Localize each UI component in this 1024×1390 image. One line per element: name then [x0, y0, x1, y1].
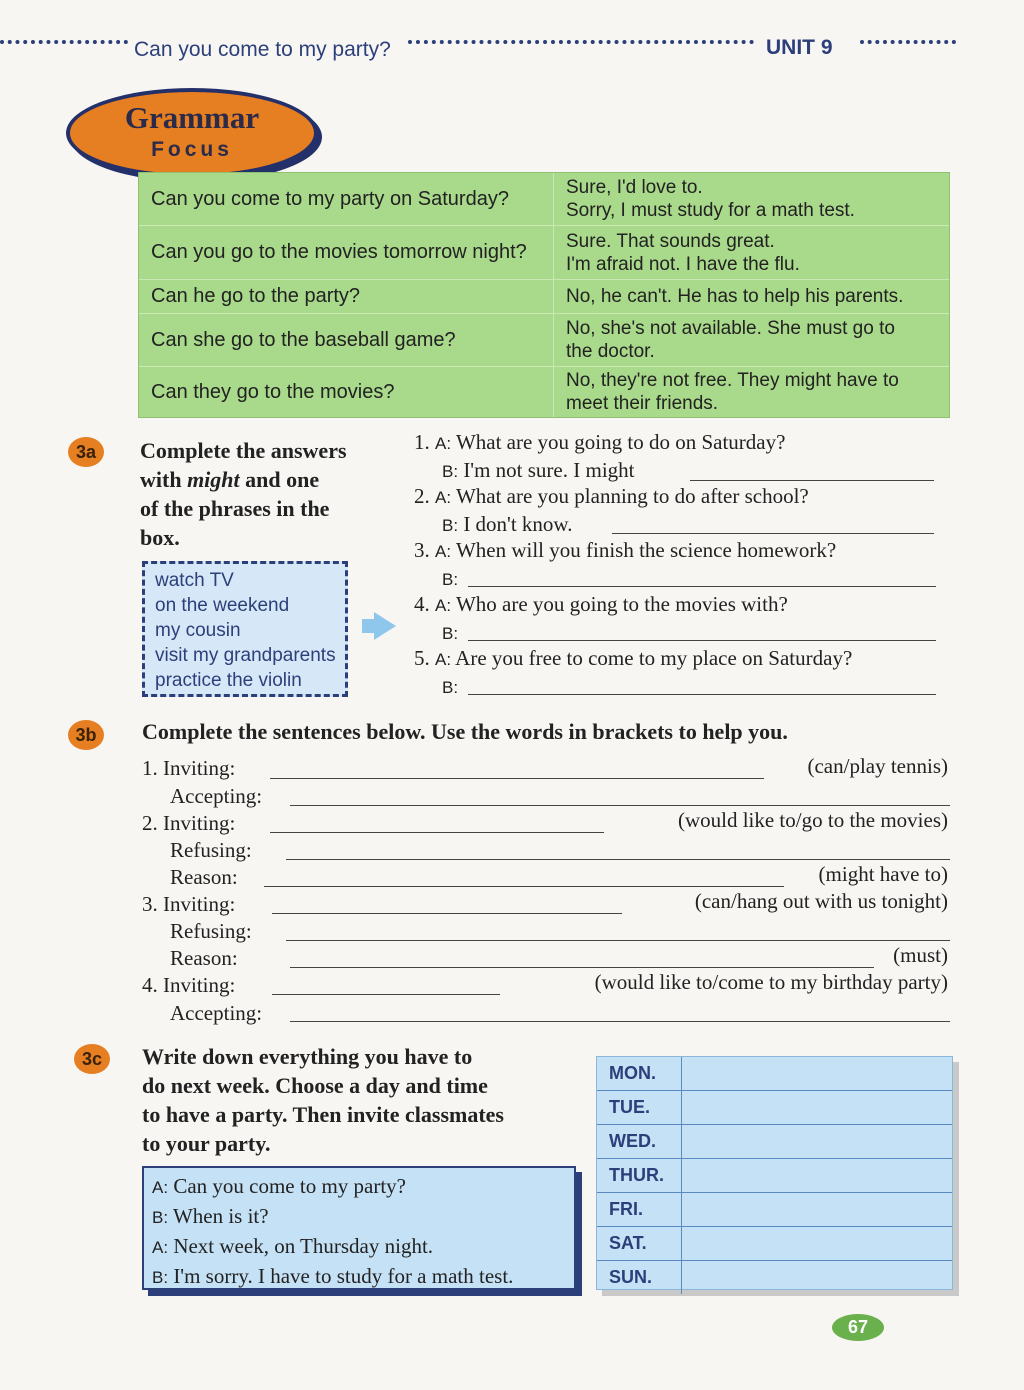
grammar-answer: No, he can't. He has to help his parents.: [566, 286, 904, 307]
instruction-3c: [142, 1042, 582, 1158]
grammar-answer: Sure. That sounds great.: [566, 230, 775, 252]
sentence-label: 4. Inviting:: [142, 973, 236, 997]
unit-label: UNIT 9: [766, 36, 833, 59]
exercise-item-3a: 2. A: What are you planning to do after school?: [414, 484, 809, 508]
exercise-item-3a: 1. A: What are you going to do on Saturday?: [414, 430, 786, 454]
grammar-question: Can you come to my party on Saturday?: [139, 173, 554, 225]
grammar-answers: [554, 314, 949, 366]
dialogue-line: B: When is it?: [152, 1204, 269, 1228]
day-label: THUR.: [609, 1165, 664, 1185]
phrase-item: on the weekend: [155, 595, 290, 616]
section-label-3c: 3c: [74, 1044, 110, 1074]
answer-blank[interactable]: [612, 533, 934, 534]
sentence-label: Accepting:: [170, 1001, 263, 1025]
answer-blank[interactable]: [290, 805, 950, 806]
dialogue-line: B: I'm sorry. I have to study for a math test.: [152, 1264, 514, 1288]
day-label: SAT.: [609, 1233, 647, 1253]
answer-blank[interactable]: [286, 940, 950, 941]
day-label: MON.: [609, 1063, 656, 1083]
sentence-label: Refusing:: [170, 919, 252, 943]
arrow-right-icon: [374, 612, 396, 640]
sentence-label: Refusing:: [170, 838, 252, 862]
grammar-row: [139, 280, 949, 314]
grammar-answer: No, she's not available. She must go to: [566, 318, 895, 339]
answer-blank[interactable]: [290, 967, 874, 968]
phrase-box: [142, 561, 348, 697]
bracket-hint: (would like to/go to the movies): [677, 808, 948, 832]
day-label: TUE.: [609, 1097, 651, 1117]
sentence-label: 3. Inviting:: [142, 892, 236, 916]
answer-blank[interactable]: [468, 640, 936, 641]
grammar-question: Can he go to the party?: [139, 280, 554, 313]
grammar-answers: [554, 226, 949, 279]
dialogue-line: A: Next week, on Thursday night.: [152, 1234, 434, 1258]
exercise-answer-3a: B:: [442, 678, 459, 697]
phrase-item: visit my grandparents: [155, 645, 336, 666]
instruction-3b: Complete the sentences below. Use the words in brackets to help you.: [142, 719, 788, 744]
grammar-answer: meet their friends.: [566, 393, 719, 414]
grammar-row: [139, 367, 949, 417]
instruction-line: to have a party. Then invite classmates: [142, 1102, 504, 1127]
bracket-hint: (would like to/come to my birthday party): [594, 970, 948, 994]
answer-blank[interactable]: [690, 480, 934, 481]
schedule-row[interactable]: [597, 1193, 952, 1227]
answer-blank[interactable]: [286, 859, 950, 860]
grammar-answer: I'm afraid not. I have the flu.: [566, 253, 800, 275]
phrase-item: practice the violin: [155, 670, 302, 691]
grammar-row: [139, 226, 949, 280]
schedule-row[interactable]: [597, 1159, 952, 1193]
weekly-schedule-table: [596, 1056, 953, 1290]
grammar-answers: [554, 173, 949, 225]
bracket-hint: (can/play tennis): [807, 754, 948, 778]
badge-line-focus: Focus: [151, 138, 233, 161]
grammar-row: [139, 173, 949, 226]
exercise-item-3a: 5. A: Are you free to come to my place on Saturday?: [414, 646, 853, 670]
exercise-item-3a: 3. A: When will you finish the science homework?: [414, 538, 837, 562]
header-dots-middle: [408, 40, 754, 64]
grammar-answer: Sorry, I must study for a math test.: [566, 200, 855, 221]
instruction-line: Write down everything you have to: [142, 1044, 473, 1069]
schedule-row[interactable]: [597, 1227, 952, 1261]
answer-blank[interactable]: [272, 913, 622, 914]
phrase-item: watch TV: [155, 570, 234, 591]
answer-blank[interactable]: [468, 694, 936, 695]
day-label: FRI.: [609, 1199, 643, 1219]
header-dots-right: [860, 40, 956, 64]
answer-blank[interactable]: [264, 886, 784, 887]
schedule-row[interactable]: [597, 1091, 952, 1125]
section-label-3a: 3a: [68, 437, 104, 467]
dialogue-line: A: Can you come to my party?: [152, 1174, 407, 1198]
instruction-line: do next week. Choose a day and time: [142, 1073, 488, 1098]
example-dialogue-box: [142, 1166, 576, 1290]
instruction-line: to your party.: [142, 1131, 271, 1156]
grammar-question: Can you go to the movies tomorrow night?: [139, 226, 554, 279]
exercise-item-3a: 4. A: Who are you going to the movies with?: [414, 592, 788, 616]
sentence-label: 1. Inviting:: [142, 756, 236, 780]
instruction-line: with might and one: [140, 467, 320, 492]
section-label-3b: 3b: [68, 720, 104, 750]
grammar-answers: [554, 367, 949, 417]
exercise-answer-3a: B: I don't know.: [442, 512, 573, 536]
answer-blank[interactable]: [270, 832, 604, 833]
grammar-answer: Sure, I'd love to.: [566, 177, 703, 198]
bracket-hint: (can/hang out with us tonight): [694, 889, 948, 913]
exercise-answer-3a: B:: [442, 624, 459, 643]
badge-line-grammar: Grammar: [124, 100, 260, 135]
answer-blank[interactable]: [468, 586, 936, 587]
exercise-answer-3a: B: I'm not sure. I might: [442, 458, 635, 482]
grammar-question: Can they go to the movies?: [139, 367, 554, 417]
answer-blank[interactable]: [290, 1021, 950, 1022]
instruction-3a: [140, 436, 410, 552]
sentence-label: Accepting:: [170, 784, 263, 808]
grammar-question: Can she go to the baseball game?: [139, 314, 554, 366]
schedule-row[interactable]: [597, 1261, 952, 1294]
grammar-answer: No, they're not free. They might have to: [566, 370, 899, 391]
instruction-line: box.: [140, 525, 180, 550]
grammar-focus-badge: [66, 88, 318, 178]
sentence-label: Reason:: [170, 865, 238, 889]
schedule-row[interactable]: [597, 1057, 952, 1091]
bracket-hint: (must): [893, 943, 948, 967]
header-dots-left: [0, 40, 128, 64]
answer-blank[interactable]: [270, 778, 764, 779]
grammar-answer: the doctor.: [566, 341, 655, 362]
grammar-table: [138, 172, 950, 418]
sentence-label: Reason:: [170, 946, 238, 970]
grammar-row: [139, 314, 949, 367]
sentence-label: 2. Inviting:: [142, 811, 236, 835]
instruction-line: Complete the answers: [140, 438, 347, 463]
answer-blank[interactable]: [272, 994, 500, 995]
page-header-title: Can you come to my party?: [134, 38, 391, 61]
day-label: SUN.: [609, 1267, 653, 1287]
instruction-line: of the phrases in the: [140, 496, 330, 521]
day-label: WED.: [609, 1131, 656, 1151]
page-number: 67: [832, 1314, 884, 1341]
phrase-item: my cousin: [155, 620, 241, 641]
bracket-hint: (might have to): [818, 862, 948, 886]
schedule-row[interactable]: [597, 1125, 952, 1159]
grammar-answers: [554, 280, 949, 313]
exercise-answer-3a: B:: [442, 570, 459, 589]
